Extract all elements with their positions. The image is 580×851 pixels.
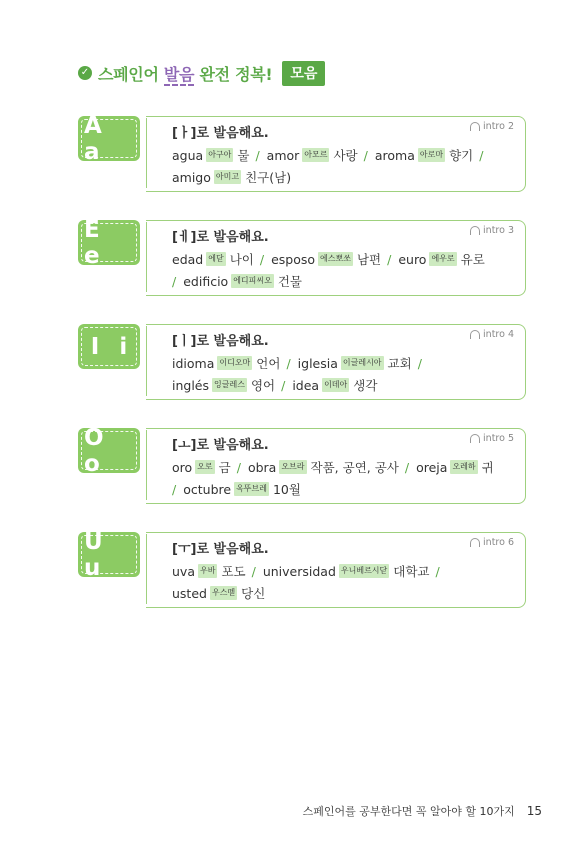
separator: / [417,355,422,371]
audio-track[interactable] [470,537,514,548]
spanish-word: euro [398,251,427,267]
vowel-letter-badge [78,324,140,369]
example-line [172,458,500,476]
example-line [172,354,429,372]
spanish-word: iglesia [297,355,338,371]
korean-reading: 에우로 [429,252,456,266]
pronunciation-note: [ㅣ]로 발음해요. [172,334,269,349]
vowel-letter-badge [78,528,140,581]
vowel-card [78,528,526,608]
korean-reading: 이데아 [322,378,349,392]
audio-track-label: intro 3 [483,225,514,236]
audio-track-label: intro 5 [483,433,514,444]
word-meaning: 교회 [387,356,412,371]
heading-emphasis: 발음 [163,64,195,84]
example-line [172,562,447,580]
korean-reading: 우바 [198,564,217,578]
separator: / [236,459,241,475]
vowel-letter: O o [84,424,110,477]
spanish-word: esposo [271,251,316,267]
spanish-word: universidad [262,563,336,579]
spanish-word: usted [172,585,207,601]
vowel-letter: E e [84,216,106,269]
example-line [172,168,297,186]
footer-text: 스페인어를 공부한다면 꼭 알아야 할 10가지 [302,805,515,818]
page-number: 15 [526,804,542,818]
vowel-letter: I i [90,333,134,360]
word-meaning: 향기 [449,148,474,163]
separator: / [479,147,484,163]
vowel-letter: U u [84,528,109,581]
audio-track-label: intro 6 [483,537,514,548]
vowel-letter-badge [78,112,140,165]
audio-track[interactable] [470,329,514,340]
vowel-letter-badge [78,424,140,477]
word-meaning: 당신 [241,586,266,601]
audio-track-label: intro 2 [483,121,514,132]
word-meaning: 건물 [277,274,302,289]
word-meaning: 남편 [356,252,382,267]
separator: / [259,251,265,267]
pronunciation-note: [ㅏ]로 발음해요. [172,126,269,141]
page-footer [303,803,542,819]
audio-track[interactable] [470,121,514,132]
spanish-word: uva [172,563,195,579]
headphone-icon [470,538,480,547]
korean-reading: 아로마 [418,148,445,162]
word-meaning: 10월 [272,482,301,497]
korean-reading: 오레하 [450,460,477,474]
spanish-word: edad [172,251,204,267]
korean-reading: 에닫 [206,252,225,266]
spanish-word: octubre [183,481,232,497]
korean-reading: 에스뽀쏘 [318,252,353,266]
separator: / [255,147,260,163]
word-meaning: 사랑 [333,148,358,163]
korean-reading: 옥뚜브레 [234,482,269,496]
card-frame-left [146,222,151,292]
word-meaning: 금 [218,460,231,475]
word-meaning: 친구(남) [245,170,292,185]
headphone-icon [470,226,480,235]
word-meaning: 귀 [481,460,494,475]
audio-track[interactable] [470,225,514,236]
korean-reading: 잉글레스 [212,378,247,392]
separator: / [363,147,368,163]
example-line [172,146,490,164]
vowel-card [78,112,526,192]
korean-reading: 아모르 [302,148,329,162]
example-line [172,584,271,602]
example-line [172,272,308,290]
pronunciation-note: [ㅜ]로 발음해요. [172,542,269,557]
word-meaning: 나이 [229,252,254,267]
separator: / [404,459,410,475]
spanish-word: idioma [172,355,215,371]
card-frame-left [146,118,151,188]
vowel-card [78,324,526,400]
vowel-card [78,216,526,296]
vowel-letter: A a [84,112,108,165]
separator: / [387,251,392,267]
korean-reading: 아미고 [214,170,241,184]
word-meaning: 유로 [460,252,485,267]
separator: / [435,563,440,579]
spanish-word: idea [292,377,320,393]
spanish-word: oro [172,459,193,475]
separator: / [286,355,291,371]
korean-reading: 오브라 [279,460,306,474]
korean-reading: 아구아 [206,148,233,162]
separator: / [172,273,177,289]
spanish-word: amor [266,147,300,163]
headphone-icon [470,122,480,131]
section-heading [78,60,325,86]
heading-title: 스페인어 발음 완전 정복! [98,64,273,84]
vowel-card [78,424,526,504]
pronunciation-note: [ㅔ]로 발음해요. [172,230,269,245]
word-meaning: 작품, 공연, 공사 [310,460,399,475]
headphone-icon [470,434,480,443]
audio-track[interactable] [470,433,514,444]
audio-track-label: intro 4 [483,329,514,340]
spanish-word: edificio [183,273,229,289]
word-meaning: 물 [237,148,250,163]
korean-reading: 에디피씨오 [231,274,274,288]
separator: / [251,563,256,579]
korean-reading: 우니베르시닫 [339,564,389,578]
spanish-word: oreja [416,459,448,475]
card-frame-left [146,534,151,604]
example-line [172,376,383,394]
word-meaning: 언어 [256,356,281,371]
word-meaning: 생각 [353,378,378,393]
vowel-letter-badge [78,216,140,269]
korean-reading: 우스뗃 [210,586,237,600]
word-meaning: 대학교 [393,564,430,579]
spanish-word: agua [172,147,204,163]
spanish-word: aroma [374,147,415,163]
card-frame-left [146,430,151,500]
pronunciation-note: [ㅗ]로 발음해요. [172,438,269,453]
example-line [172,250,491,268]
check-circle-icon: ✓ [78,66,92,80]
spanish-word: inglés [172,377,210,393]
word-meaning: 영어 [250,378,276,393]
card-frame-left [146,326,151,396]
korean-reading: 이디오마 [217,356,252,370]
separator: / [281,377,286,393]
word-meaning: 포도 [221,564,246,579]
spanish-word: obra [247,459,277,475]
korean-reading: 오로 [195,460,214,474]
topic-tag: 모음 [282,61,325,86]
headphone-icon [470,330,480,339]
korean-reading: 이글레시아 [341,356,384,370]
separator: / [172,481,177,497]
example-line [172,480,307,498]
spanish-word: amigo [172,169,211,185]
